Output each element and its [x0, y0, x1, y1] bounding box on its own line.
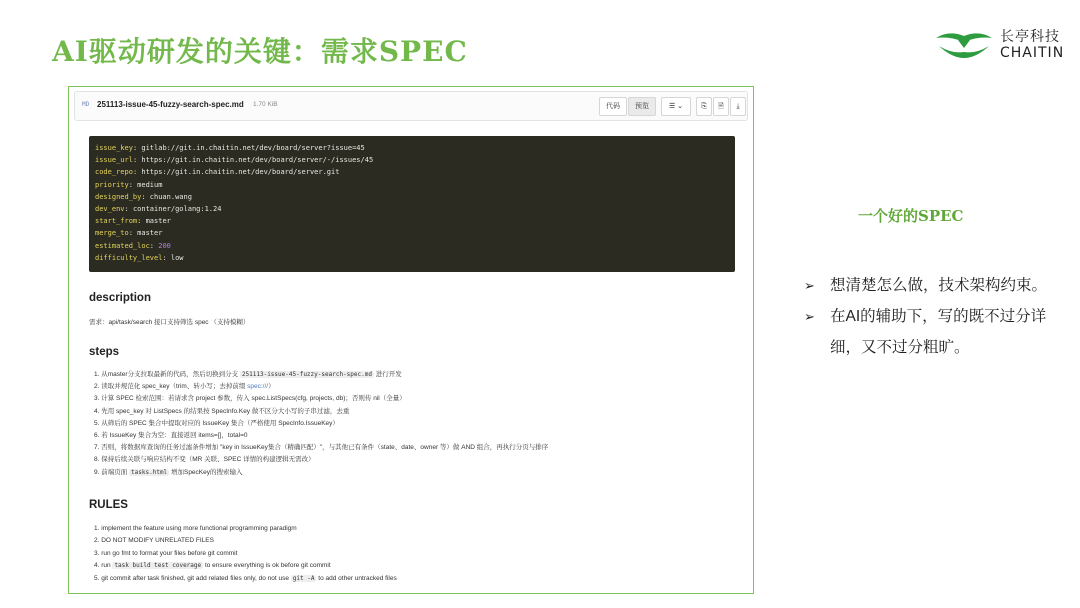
logo-text-cn: 长亭科技 [1000, 29, 1060, 45]
description-text: 需求：api/task/search 接口支持筛选 spec （支持模糊） [89, 319, 250, 326]
logo-mark-icon [934, 28, 994, 62]
list-item: 1. 从master分支拉取最新的代码，然后切换到分支 251113-issue-45-fuzzy-search-spec.md 进行开发 [94, 371, 402, 378]
chaitin-logo [934, 26, 1064, 66]
list-item: 7. 否则，将数据库查询的任务过滤条件增加 "key in IssueKey集合（精确匹配）"，与其他已有条件（state、date、owner 等）做 AND 组合，再执行分页与排序 [94, 444, 549, 452]
list-item: 5. 从筛后的 SPEC 集合中提取对应的 IssueKey 集合（严格使用 SpecInfo.IssueKey） [94, 419, 339, 427]
code-line: designed_by: chuan.wang [95, 192, 192, 201]
copy-icon[interactable]: ⎘ [696, 97, 712, 116]
list-item: 2. 读取并规范化 spec_key（trim、转小写；去掉前缀 spec:///） [94, 383, 275, 391]
toc-menu-button[interactable]: ☰ ⌄ [661, 97, 691, 116]
code-line: dev_env: container/golang:1.24 [95, 205, 222, 214]
code-line: merge_to: master [95, 229, 163, 238]
list-item: 4. run task build test coverage to ensure everything is ok before git commit [94, 562, 331, 570]
list-item: 5. git commit after task finished, git add related files only, do not use git -A to add other untracked files [94, 574, 397, 582]
arrow-bullet-icon: ➢ [804, 278, 815, 293]
good-spec-heading: 一个好的SPEC [858, 207, 964, 225]
raw-file-icon[interactable]: 🗎 [713, 97, 729, 116]
inline-code: git -A [292, 574, 315, 582]
inline-code: tasks.html [131, 468, 168, 476]
frontmatter-code-block [89, 136, 735, 272]
list-item: 2. DO NOT MODIFY UNRELATED FILES [94, 537, 214, 545]
inline-code: task build test coverage [114, 562, 202, 570]
file-size: 1.70 KiB [253, 101, 278, 108]
code-line: estimated_loc: 200 [95, 241, 171, 250]
arrow-bullet-icon: ➢ [804, 309, 815, 324]
slide-title: AI驱动研发的关键：需求SPEC [52, 35, 468, 68]
markdown-file-icon: MD [82, 101, 90, 108]
download-icon[interactable]: ⤓ [730, 97, 746, 116]
code-line: code_repo: https://git.in.chaitin.net/dev/board/server.git [95, 168, 340, 177]
code-line: issue_key: gitlab://git.in.chaitin.net/dev/board/server?issue=45 [95, 144, 365, 152]
logo-text-en: CHAITIN [1000, 45, 1065, 61]
list-item: 6. 若 IssueKey 集合为空：直接返回 items=[]，total=0 [94, 432, 248, 440]
bullet-item: ➢ 想清楚怎么做，技术架构约束。 [804, 270, 1060, 301]
list-item: 9. 前端页面 tasks.html 增加SpecKey的搜索输入 [94, 468, 243, 476]
code-line: priority: medium [95, 180, 163, 189]
side-bullets [804, 270, 1060, 363]
inline-code: 251113-issue-45-fuzzy-search-spec.md [241, 371, 372, 378]
bullet-item: ➢ 在AI的辅助下，写的既不过分详细，又不过分粗旷。 [804, 301, 1060, 363]
steps-heading: steps [89, 346, 120, 358]
code-line: issue_url: https://git.in.chaitin.net/dev/board/server/-/issues/45 [95, 156, 374, 165]
steps-list [94, 369, 734, 479]
spec-screenshot-panel [68, 86, 754, 594]
list-item: 8. 保持后续关联与响应结构不变（MR 关联、SPEC 详情的构建逻辑无需改） [94, 456, 315, 464]
list-item: 1. implement the feature using more functional programming paradigm [94, 525, 297, 532]
rules-heading: RULES [89, 499, 128, 511]
list-item: 4. 先用 spec_key 对 ListSpecs 的结果按 SpecInfo.Key 做不区分大小写的子串过滤，去重 [94, 407, 350, 415]
file-name[interactable]: 251113-issue-45-fuzzy-search-spec.md [97, 100, 244, 109]
list-item: 3. 计算 SPEC 检索范围：若请求含 project 参数，传入 spec.ListSpecs(cfg, projects, db)；否则传 nil（全量） [94, 395, 406, 403]
list-item: 3. run go fmt to format your files before git commit [94, 549, 238, 557]
preview-button[interactable]: 预览 [628, 97, 656, 116]
code-line: difficulty_level: low [95, 253, 184, 262]
rules-list [94, 523, 734, 585]
code-line: start_from: master [95, 217, 171, 226]
file-header [74, 91, 748, 121]
code-view-button[interactable]: 代码 [599, 97, 627, 116]
description-heading: description [89, 292, 151, 304]
spec-prefix-link[interactable]: spec:/// [247, 383, 269, 391]
